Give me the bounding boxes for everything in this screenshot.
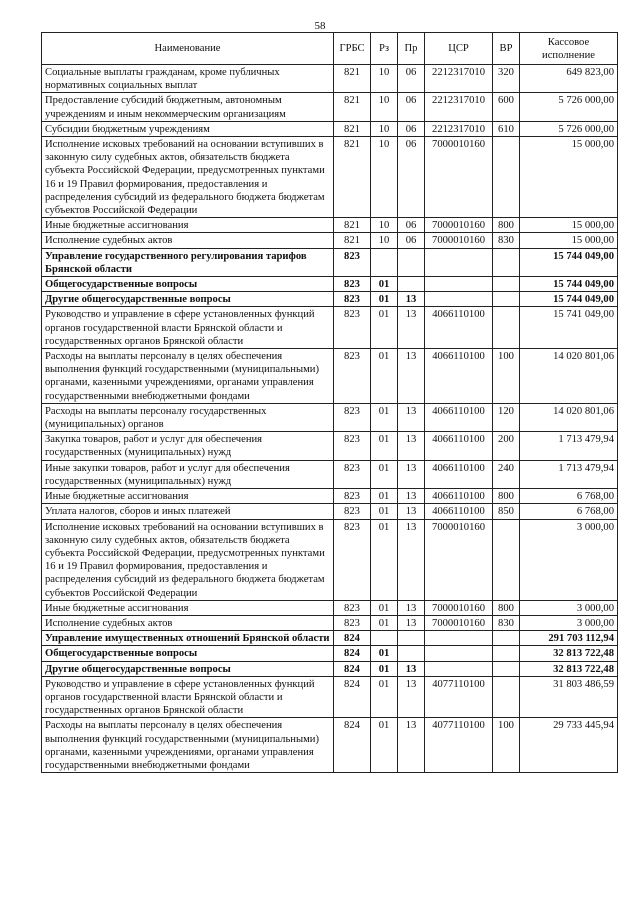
cell-pr: 13 — [398, 600, 425, 615]
cell-csr: 4066110100 — [425, 460, 493, 488]
table-row — [42, 676, 618, 718]
cell-pr: 13 — [398, 676, 425, 718]
cell-grbs: 823 — [334, 519, 371, 600]
table-row — [42, 615, 618, 630]
cell-csr: 2212317010 — [425, 121, 493, 136]
cell-rz: 01 — [371, 460, 398, 488]
cell-name: Другие общегосударственные вопросы — [42, 292, 334, 307]
header-amount: Кассовое исполнение — [520, 33, 618, 65]
cell-name: Закупка товаров, работ и услуг для обеспечения государственных (муниципальных) нужд — [42, 432, 334, 460]
cell-name: Исполнение исковых требований на основании вступивших в законную силу судебных актов, обязательств бюджета субъекта Российской Федерации, предусмотренных пунктами 16 и 19 Правил формирования, предоставления и распределения субсидий из федерального бюджета бюджетам субъектов Российской Федерации — [42, 137, 334, 218]
cell-rz: 01 — [371, 504, 398, 519]
cell-vr: 100 — [493, 349, 520, 404]
budget-execution-table — [41, 32, 618, 773]
cell-amount: 5 726 000,00 — [520, 121, 618, 136]
cell-vr: 600 — [493, 93, 520, 121]
cell-amount: 14 020 801,06 — [520, 403, 618, 431]
table-row — [42, 277, 618, 292]
cell-csr: 7000010160 — [425, 519, 493, 600]
cell-rz: 01 — [371, 600, 398, 615]
cell-csr: 7000010160 — [425, 600, 493, 615]
cell-vr: 240 — [493, 460, 520, 488]
cell-name: Иные бюджетные ассигнования — [42, 489, 334, 504]
cell-name: Иные бюджетные ассигнования — [42, 600, 334, 615]
cell-rz: 10 — [371, 137, 398, 218]
cell-grbs: 823 — [334, 432, 371, 460]
cell-pr: 13 — [398, 349, 425, 404]
cell-grbs: 823 — [334, 615, 371, 630]
cell-rz: 01 — [371, 307, 398, 349]
cell-rz: 01 — [371, 403, 398, 431]
cell-name: Управление имущественных отношений Брянской области — [42, 631, 334, 646]
cell-name: Общегосударственные вопросы — [42, 277, 334, 292]
cell-csr: 7000010160 — [425, 615, 493, 630]
cell-csr — [425, 277, 493, 292]
cell-rz: 10 — [371, 218, 398, 233]
header-csr: ЦСР — [425, 33, 493, 65]
cell-vr — [493, 137, 520, 218]
header-grbs: ГРБС — [334, 33, 371, 65]
cell-vr — [493, 646, 520, 661]
cell-vr: 120 — [493, 403, 520, 431]
cell-vr: 610 — [493, 121, 520, 136]
table-row — [42, 460, 618, 488]
cell-csr: 4077110100 — [425, 676, 493, 718]
cell-amount: 1 713 479,94 — [520, 460, 618, 488]
cell-amount: 14 020 801,06 — [520, 349, 618, 404]
cell-amount: 649 823,00 — [520, 65, 618, 93]
cell-grbs: 824 — [334, 646, 371, 661]
cell-pr — [398, 631, 425, 646]
cell-csr: 7000010160 — [425, 137, 493, 218]
cell-grbs: 823 — [334, 349, 371, 404]
cell-vr: 320 — [493, 65, 520, 93]
cell-grbs: 824 — [334, 631, 371, 646]
cell-csr — [425, 248, 493, 276]
cell-csr — [425, 631, 493, 646]
table-row — [42, 137, 618, 218]
cell-pr: 13 — [398, 432, 425, 460]
cell-vr — [493, 292, 520, 307]
table-row — [42, 307, 618, 349]
cell-name: Общегосударственные вопросы — [42, 646, 334, 661]
cell-pr: 13 — [398, 292, 425, 307]
cell-grbs: 821 — [334, 65, 371, 93]
cell-vr — [493, 631, 520, 646]
cell-rz: 10 — [371, 121, 398, 136]
cell-grbs: 823 — [334, 489, 371, 504]
cell-vr — [493, 307, 520, 349]
cell-pr: 06 — [398, 137, 425, 218]
cell-vr: 800 — [493, 218, 520, 233]
cell-rz: 01 — [371, 489, 398, 504]
cell-grbs: 821 — [334, 93, 371, 121]
cell-vr: 850 — [493, 504, 520, 519]
cell-name: Расходы на выплаты персоналу государственных (муниципальных) органов — [42, 403, 334, 431]
cell-name: Исполнение судебных актов — [42, 615, 334, 630]
table-row — [42, 504, 618, 519]
cell-amount: 3 000,00 — [520, 600, 618, 615]
cell-pr: 06 — [398, 65, 425, 93]
cell-vr — [493, 519, 520, 600]
cell-grbs: 823 — [334, 460, 371, 488]
table-row — [42, 248, 618, 276]
cell-grbs: 823 — [334, 504, 371, 519]
cell-name: Социальные выплаты гражданам, кроме публичных нормативных социальных выплат — [42, 65, 334, 93]
cell-name: Руководство и управление в сфере установленных функций органов государственной власти Брянской области и государственных органов Брянской области — [42, 307, 334, 349]
cell-rz: 10 — [371, 93, 398, 121]
cell-amount: 15 000,00 — [520, 233, 618, 248]
cell-name: Предоставление субсидий бюджетным, автономным учреждениям и иным некоммерческим организациям — [42, 93, 334, 121]
cell-name: Иные бюджетные ассигнования — [42, 218, 334, 233]
cell-rz: 10 — [371, 65, 398, 93]
cell-amount: 6 768,00 — [520, 504, 618, 519]
cell-grbs: 824 — [334, 676, 371, 718]
cell-vr: 200 — [493, 432, 520, 460]
cell-amount: 15 000,00 — [520, 218, 618, 233]
table-row — [42, 489, 618, 504]
cell-vr — [493, 277, 520, 292]
cell-pr — [398, 248, 425, 276]
cell-grbs: 823 — [334, 248, 371, 276]
cell-pr: 13 — [398, 519, 425, 600]
cell-vr — [493, 676, 520, 718]
cell-grbs: 823 — [334, 307, 371, 349]
cell-rz: 01 — [371, 676, 398, 718]
header-pr: Пр — [398, 33, 425, 65]
cell-rz: 01 — [371, 646, 398, 661]
cell-csr: 4066110100 — [425, 307, 493, 349]
cell-name: Субсидии бюджетным учреждениям — [42, 121, 334, 136]
table-row — [42, 718, 618, 773]
table-row — [42, 233, 618, 248]
cell-amount: 15 744 049,00 — [520, 292, 618, 307]
cell-grbs: 823 — [334, 277, 371, 292]
cell-vr: 830 — [493, 233, 520, 248]
cell-pr: 06 — [398, 218, 425, 233]
cell-csr: 2212317010 — [425, 65, 493, 93]
cell-amount: 15 000,00 — [520, 137, 618, 218]
cell-amount: 6 768,00 — [520, 489, 618, 504]
cell-amount: 3 000,00 — [520, 615, 618, 630]
cell-grbs: 821 — [334, 121, 371, 136]
cell-csr: 4077110100 — [425, 718, 493, 773]
cell-pr: 06 — [398, 93, 425, 121]
cell-amount: 1 713 479,94 — [520, 432, 618, 460]
cell-csr — [425, 661, 493, 676]
table-row — [42, 432, 618, 460]
cell-csr: 4066110100 — [425, 403, 493, 431]
cell-grbs: 821 — [334, 218, 371, 233]
cell-name: Уплата налогов, сборов и иных платежей — [42, 504, 334, 519]
cell-pr — [398, 277, 425, 292]
cell-rz: 01 — [371, 432, 398, 460]
table-row — [42, 600, 618, 615]
cell-vr — [493, 661, 520, 676]
cell-amount: 31 803 486,59 — [520, 676, 618, 718]
cell-name: Исполнение судебных актов — [42, 233, 334, 248]
table-row — [42, 519, 618, 600]
cell-csr: 4066110100 — [425, 504, 493, 519]
table-row — [42, 403, 618, 431]
cell-csr: 2212317010 — [425, 93, 493, 121]
cell-csr — [425, 646, 493, 661]
cell-amount: 15 744 049,00 — [520, 248, 618, 276]
table-row — [42, 121, 618, 136]
cell-pr: 13 — [398, 307, 425, 349]
cell-grbs: 823 — [334, 600, 371, 615]
cell-csr: 7000010160 — [425, 233, 493, 248]
table-row — [42, 65, 618, 93]
table-row — [42, 349, 618, 404]
page-number: 58 — [314, 20, 326, 32]
cell-rz — [371, 248, 398, 276]
cell-amount: 32 813 722,48 — [520, 646, 618, 661]
cell-grbs: 824 — [334, 718, 371, 773]
cell-rz: 01 — [371, 349, 398, 404]
header-name: Наименование — [42, 33, 334, 65]
cell-pr: 13 — [398, 718, 425, 773]
cell-pr: 13 — [398, 615, 425, 630]
cell-csr: 7000010160 — [425, 218, 493, 233]
cell-pr: 13 — [398, 489, 425, 504]
cell-pr: 13 — [398, 661, 425, 676]
cell-rz: 01 — [371, 718, 398, 773]
cell-amount: 15 741 049,00 — [520, 307, 618, 349]
cell-rz — [371, 631, 398, 646]
table-row — [42, 292, 618, 307]
cell-csr: 4066110100 — [425, 489, 493, 504]
table-row — [42, 631, 618, 646]
cell-pr: 13 — [398, 460, 425, 488]
cell-rz: 01 — [371, 277, 398, 292]
header-vr: ВР — [493, 33, 520, 65]
header-rz: Рз — [371, 33, 398, 65]
cell-name: Другие общегосударственные вопросы — [42, 661, 334, 676]
table-body — [42, 65, 618, 773]
cell-pr: 13 — [398, 504, 425, 519]
table-header-row — [42, 33, 618, 65]
cell-rz: 01 — [371, 519, 398, 600]
cell-name: Расходы на выплаты персоналу в целях обеспечения выполнения функций государственными (муниципальными) органами, казенными учреждениями, органами управления государственными внебюджетными фондами — [42, 349, 334, 404]
cell-grbs: 821 — [334, 233, 371, 248]
cell-name: Руководство и управление в сфере установленных функций органов государственной власти Брянской области и государственных органов Брянской области — [42, 676, 334, 718]
cell-vr: 800 — [493, 489, 520, 504]
cell-grbs: 823 — [334, 403, 371, 431]
cell-grbs: 824 — [334, 661, 371, 676]
cell-vr: 830 — [493, 615, 520, 630]
cell-amount: 5 726 000,00 — [520, 93, 618, 121]
cell-rz: 01 — [371, 292, 398, 307]
cell-name: Иные закупки товаров, работ и услуг для обеспечения государственных (муниципальных) нужд — [42, 460, 334, 488]
cell-rz: 10 — [371, 233, 398, 248]
cell-rz: 01 — [371, 615, 398, 630]
cell-amount: 29 733 445,94 — [520, 718, 618, 773]
cell-name: Управление государственного регулирования тарифов Брянской области — [42, 248, 334, 276]
cell-name: Исполнение исковых требований на основании вступивших в законную силу судебных актов, обязательств бюджета субъекта Российской Федерации, предусмотренных пунктами 16 и 19 Правил формирования, предоставления и распределения субсидий из федерального бюджета бюджетам субъектов Российской Федерации — [42, 519, 334, 600]
cell-amount: 3 000,00 — [520, 519, 618, 600]
table-row — [42, 661, 618, 676]
cell-grbs: 823 — [334, 292, 371, 307]
cell-vr: 800 — [493, 600, 520, 615]
cell-rz: 01 — [371, 661, 398, 676]
table-row — [42, 646, 618, 661]
cell-grbs: 821 — [334, 137, 371, 218]
cell-csr: 4066110100 — [425, 349, 493, 404]
table-row — [42, 93, 618, 121]
cell-csr — [425, 292, 493, 307]
cell-pr — [398, 646, 425, 661]
cell-vr — [493, 248, 520, 276]
cell-amount: 15 744 049,00 — [520, 277, 618, 292]
cell-amount: 32 813 722,48 — [520, 661, 618, 676]
cell-pr: 13 — [398, 403, 425, 431]
cell-pr: 06 — [398, 121, 425, 136]
cell-csr: 4066110100 — [425, 432, 493, 460]
cell-name: Расходы на выплаты персоналу в целях обеспечения выполнения функций государственными (муниципальными) органами, казенными учреждениями, органами управления государственными внебюджетными фондами — [42, 718, 334, 773]
table-row — [42, 218, 618, 233]
cell-amount: 291 703 112,94 — [520, 631, 618, 646]
cell-vr: 100 — [493, 718, 520, 773]
cell-pr: 06 — [398, 233, 425, 248]
